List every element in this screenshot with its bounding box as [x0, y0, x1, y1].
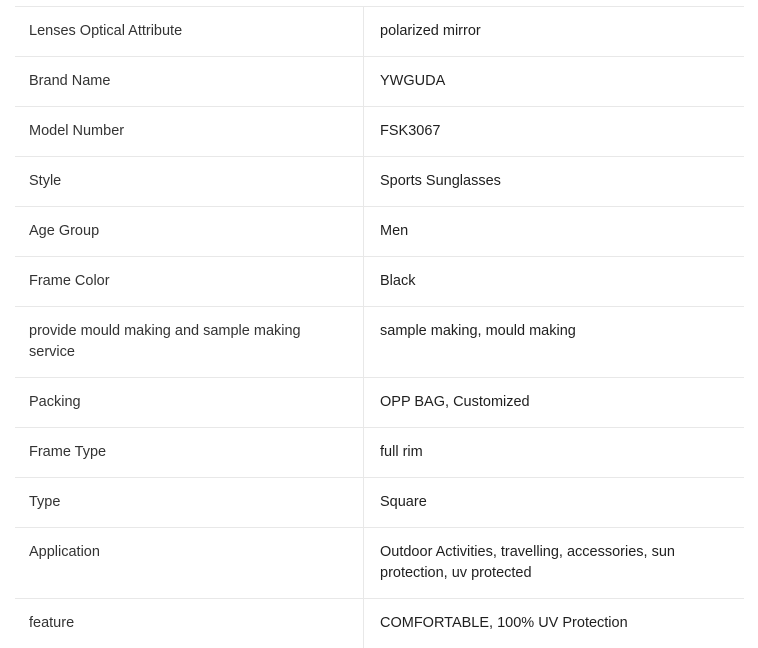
table-row — [15, 599, 744, 648]
specification-table-body — [15, 7, 744, 648]
table-row — [15, 207, 744, 257]
table-row — [15, 478, 744, 528]
attribute-name: Application — [15, 528, 364, 599]
attribute-value: FSK3067 — [364, 107, 745, 157]
attribute-value: Outdoor Activities, travelling, accessories, sun protection, uv protected — [364, 528, 745, 599]
attribute-name: feature — [15, 599, 364, 648]
attribute-value: OPP BAG, Customized — [364, 378, 745, 428]
attribute-value: Square — [364, 478, 745, 528]
attribute-value: full rim — [364, 428, 745, 478]
table-row — [15, 378, 744, 428]
table-row — [15, 57, 744, 107]
table-row — [15, 107, 744, 157]
attribute-value: Black — [364, 257, 745, 307]
attribute-name: Frame Type — [15, 428, 364, 478]
attribute-value: polarized mirror — [364, 7, 745, 57]
attribute-value: sample making, mould making — [364, 307, 745, 378]
attribute-name: Brand Name — [15, 57, 364, 107]
attribute-value: Sports Sunglasses — [364, 157, 745, 207]
table-row — [15, 157, 744, 207]
attribute-name: Frame Color — [15, 257, 364, 307]
attribute-name: Type — [15, 478, 364, 528]
specification-table — [15, 6, 744, 648]
attribute-name: provide mould making and sample making service — [15, 307, 364, 378]
attribute-name: Style — [15, 157, 364, 207]
table-row — [15, 528, 744, 599]
attribute-value: YWGUDA — [364, 57, 745, 107]
attribute-value: Men — [364, 207, 745, 257]
table-row — [15, 428, 744, 478]
attribute-name: Packing — [15, 378, 364, 428]
table-row — [15, 307, 744, 378]
table-row — [15, 7, 744, 57]
attribute-name: Lenses Optical Attribute — [15, 7, 364, 57]
attribute-name: Model Number — [15, 107, 364, 157]
attribute-value: COMFORTABLE, 100% UV Protection — [364, 599, 745, 648]
table-row — [15, 257, 744, 307]
attribute-name: Age Group — [15, 207, 364, 257]
